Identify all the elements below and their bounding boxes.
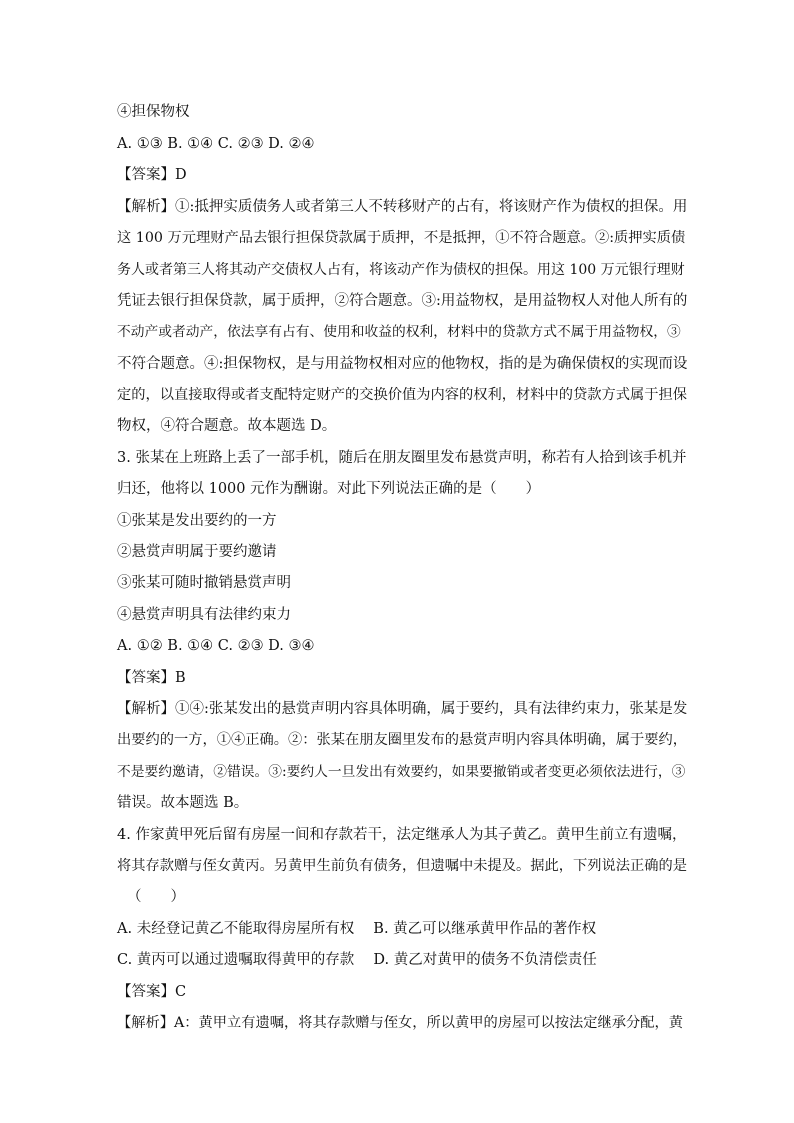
question-line: 4. 作家黄甲死后留有房屋一间和存款若干，法定继承人为其子黄乙。黄甲生前立有遗嘱， xyxy=(117,827,687,843)
choices-line: A. ①③ B. ①④ C. ②③ D. ②④ xyxy=(117,136,315,152)
analysis-line: 不动产或者动产，依法享有占有、使用和收益的权利，材料中的贷款方式不属于用益物权，③ xyxy=(117,324,681,340)
answer-line: 【答案】D xyxy=(117,167,187,183)
analysis-line: 【解析】①:抵押实质债务人或者第三人不转移财产的占有，将该财产作为债权的担保。用 xyxy=(117,199,688,215)
analysis-line: 定的，以直接取得或者支配特定财产的交换价值为内容的权利，材料中的贷款方式属于担保 xyxy=(117,387,688,403)
answer-line: 【答案】B xyxy=(117,670,186,686)
choices-line: A. ①② B. ①④ C. ②③ D. ③④ xyxy=(117,638,315,654)
analysis-line: 这 100 万元理财产品去银行担保贷款属于质押，不是抵押，①不符合题意。②:质押实质债 xyxy=(117,230,686,246)
question-line: 将其存款赠与侄女黄丙。另黄甲生前负有债务，但遗嘱中未提及。据此，下列说法正确的是 xyxy=(117,858,688,874)
option-line: ②悬赏声明属于要约邀请 xyxy=(117,544,277,560)
option-line: ④担保物权 xyxy=(117,104,190,120)
option-line: ①张某是发出要约的一方 xyxy=(117,513,277,529)
analysis-line: 物权，④符合题意。故本题选 D。 xyxy=(117,418,337,434)
analysis-line: 【解析】A：黄甲立有遗嘱，将其存款赠与侄女，所以黄甲的房屋可以按法定继承分配，黄 xyxy=(117,1015,684,1031)
question-line: 3. 张某在上班路上丢了一部手机，随后在朋友圈里发布悬赏声明，称若有人拾到该手机并 xyxy=(117,450,687,466)
analysis-line: 不是要约邀请，②错误。③:要约人一旦发出有效要约，如果要撤销或者变更必须依法进行，③ xyxy=(117,764,686,780)
analysis-line: 【解析】①④:张某发出的悬赏声明内容具体明确，属于要约，具有法律约束力，张某是发 xyxy=(117,701,688,717)
analysis-line: 务人或者第三人将其动产交债权人占有，将该动产作为债权的担保。用这 100 万元银行理财 xyxy=(117,262,685,278)
analysis-line: 不符合题意。④:担保物权，是与用益物权相对应的他物权，指的是为确保债权的实现而设 xyxy=(117,356,688,372)
question-line: （ ） xyxy=(127,889,185,905)
analysis-line: 错误。故本题选 B。 xyxy=(117,795,249,811)
question-line: 归还，他将以 1000 元作为酬谢。对此下列说法正确的是（ ） xyxy=(117,481,541,497)
answer-line: 【答案】C xyxy=(117,984,187,1000)
choices-line: A. 未经登记黄乙不能取得房屋所有权 B. 黄乙可以继承黄甲作品的著作权 xyxy=(117,921,597,937)
analysis-line: 出要约的一方，①④正确。②：张某在朋友圈里发布的悬赏声明内容具体明确，属于要约， xyxy=(117,732,688,748)
analysis-line: 凭证去银行担保贷款，属于质押，②符合题意。③:用益物权，是用益物权人对他人所有的 xyxy=(117,293,688,309)
option-line: ③张某可随时撤销悬赏声明 xyxy=(117,575,291,591)
choices-line: C. 黄丙可以通过遗嘱取得黄甲的存款 D. 黄乙对黄甲的债务不负清偿责任 xyxy=(117,952,597,968)
option-line: ④悬赏声明具有法律约束力 xyxy=(117,607,291,623)
